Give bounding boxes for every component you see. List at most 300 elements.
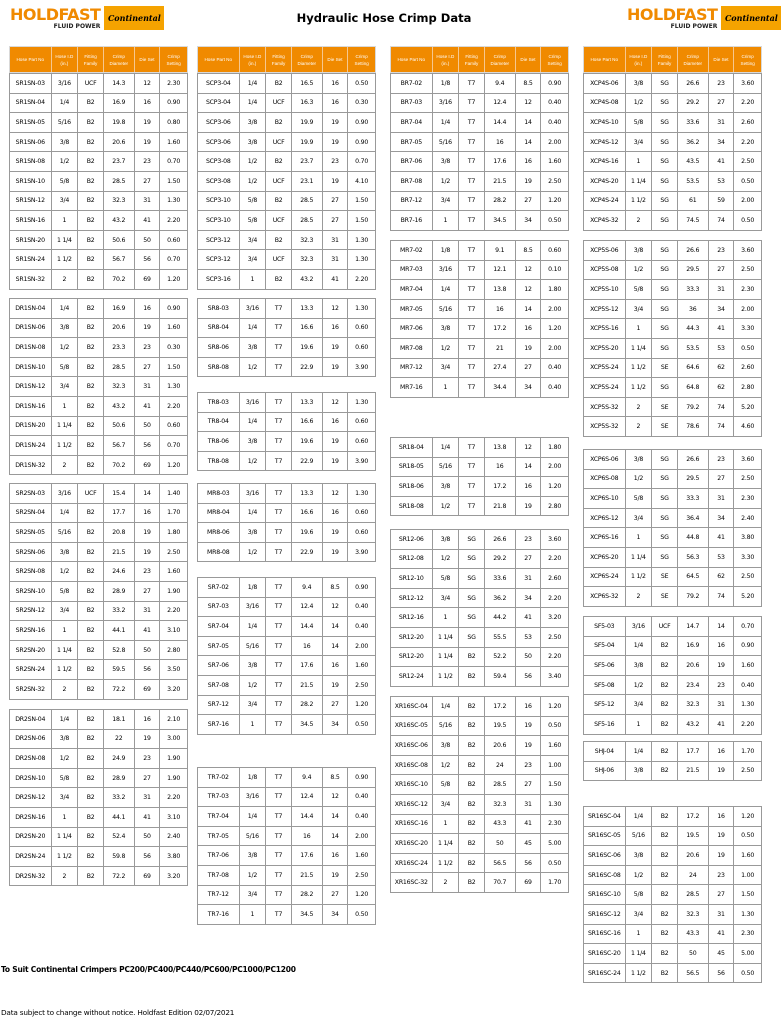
crimp-diameter-cell: 52.8 <box>104 641 135 660</box>
crimp-diameter-cell: 24.9 <box>104 749 135 768</box>
crimp-diameter-cell: 13.3 <box>292 484 323 503</box>
hose-id-cell: 1 1/4 <box>52 828 79 847</box>
crimp-diameter-cell: 14.3 <box>104 74 135 93</box>
die-set-cell: 50 <box>135 231 161 250</box>
hose-part-no-cell: SR12-12 <box>391 589 433 608</box>
crimp-diameter-cell: 53.5 <box>678 339 709 358</box>
crimp-setting-cell: 1.00 <box>741 871 755 879</box>
hose-id-cell: 1/4 <box>240 413 267 432</box>
crimp-setting-cell: 1.90 <box>167 587 181 595</box>
fitting-family-cell: B2 <box>266 152 292 171</box>
fitting-family-cell: T7 <box>266 432 292 451</box>
table-row <box>391 550 568 570</box>
fitting-family-cell: B2 <box>78 377 104 396</box>
die-set-cell: 41 <box>709 152 735 171</box>
crimp-setting-cell: 0.90 <box>355 583 369 591</box>
hose-id-cell: 1 <box>240 270 267 289</box>
fitting-family-cell: B2 <box>459 873 485 892</box>
fitting-family-cell: B2 <box>459 736 485 755</box>
crimp-diameter-cell: 13.3 <box>292 393 323 412</box>
header-die-set: Die Set <box>516 47 542 72</box>
die-set-cell: 56 <box>135 250 161 269</box>
fitting-family-cell: SG <box>459 569 485 588</box>
hose-part-no-cell: XCP5S-32 <box>584 398 626 417</box>
crimp-setting-cell: 0.40 <box>548 364 562 372</box>
table-row <box>391 530 568 550</box>
hose-part-no-cell: SF5-08 <box>584 676 626 695</box>
table-row <box>391 113 568 133</box>
crimp-setting-cell: 2.30 <box>548 820 562 828</box>
fitting-family-cell: T7 <box>266 413 292 432</box>
hose-part-no-cell: SR12-08 <box>391 550 433 569</box>
hose-part-no-cell: SHJ-06 <box>584 762 626 781</box>
table-row <box>391 873 568 893</box>
header-hose-id: Hose I.D (in.) <box>626 47 653 72</box>
crimp-setting-cell: 0.90 <box>355 118 369 126</box>
hose-part-no-cell: XCP6S-10 <box>584 489 626 508</box>
table-row <box>584 548 761 568</box>
table-row <box>10 484 187 504</box>
crimp-setting-cell: 5.20 <box>741 592 755 600</box>
hose-id-cell: 5/16 <box>433 300 460 319</box>
crimp-setting-cell: 1.30 <box>355 398 369 406</box>
crimp-diameter-cell: 12.4 <box>292 598 323 617</box>
hose-id-cell: 3/4 <box>240 250 267 269</box>
table-row <box>584 113 761 133</box>
fitting-family-cell: T7 <box>459 94 485 113</box>
hose-id-cell: 1 <box>626 319 653 338</box>
crimp-setting-cell: 2.20 <box>167 216 181 224</box>
table-row <box>10 436 187 456</box>
fitting-family-cell: SG <box>652 319 678 338</box>
table-row <box>584 489 761 509</box>
fitting-family-cell: B2 <box>78 641 104 660</box>
table-row <box>584 280 761 300</box>
hose-part-no-cell: SR2SN-24 <box>10 660 52 679</box>
hose-part-no-cell: SCP3-12 <box>198 231 240 250</box>
crimp-diameter-cell: 33.6 <box>485 569 516 588</box>
die-set-cell: 14 <box>709 617 735 636</box>
table-row <box>391 628 568 648</box>
die-set-cell: 14 <box>516 300 542 319</box>
crimp-setting-cell: 0.60 <box>548 246 562 254</box>
die-set-cell: 27 <box>709 94 735 113</box>
table-row <box>584 192 761 212</box>
crimp-diameter-cell: 17.2 <box>678 807 709 826</box>
table-row <box>584 925 761 945</box>
hose-id-cell: 3/8 <box>626 846 653 865</box>
hose-part-no-cell: MR7-08 <box>391 339 433 358</box>
hose-id-cell: 3/16 <box>52 484 79 503</box>
crimp-setting-cell: 0.40 <box>548 118 562 126</box>
hose-id-cell: 1/2 <box>240 172 267 191</box>
hose-id-cell: 1 <box>52 808 79 827</box>
crimp-diameter-cell: 14.4 <box>292 807 323 826</box>
fitting-family-cell: T7 <box>266 578 292 597</box>
hose-part-no-cell: SCP3-04 <box>198 94 240 113</box>
crimp-diameter-cell: 64.8 <box>678 378 709 397</box>
fitting-family-cell: B2 <box>78 621 104 640</box>
hose-part-no-cell: SR1SN-06 <box>10 133 52 152</box>
hose-id-cell: 1/2 <box>240 676 267 695</box>
die-set-cell: 31 <box>709 113 735 132</box>
crimp-setting-cell: 0.50 <box>741 177 755 185</box>
hose-part-no-cell: SCP3-08 <box>198 172 240 191</box>
die-set-cell: 56 <box>135 436 161 455</box>
fitting-family-cell: T7 <box>266 484 292 503</box>
hose-part-no-cell: XCP6S-24 <box>584 568 626 587</box>
crimp-diameter-cell: 19.5 <box>678 827 709 846</box>
table-row <box>10 250 187 270</box>
table-row <box>198 866 375 886</box>
hose-part-no-cell: XR16SC-06 <box>391 736 433 755</box>
table-row <box>584 695 761 715</box>
crimp-diameter-cell: 28.2 <box>292 696 323 715</box>
hose-part-no-cell: XCP4S-32 <box>584 211 626 230</box>
crimp-setting-cell: 1.60 <box>167 568 181 576</box>
crimp-setting-cell: 2.20 <box>548 594 562 602</box>
die-set-cell: 23 <box>516 756 542 775</box>
hose-id-cell: 3/8 <box>52 133 79 152</box>
crimp-setting-cell: 1.80 <box>167 528 181 536</box>
hose-id-cell: 1 <box>626 152 653 171</box>
die-set-cell: 19 <box>709 762 735 781</box>
crimp-diameter-cell: 59.8 <box>104 847 135 866</box>
hose-part-no-cell: DR1SN-16 <box>10 397 52 416</box>
hose-id-cell: 5/16 <box>240 637 267 656</box>
hose-id-cell: 1 <box>626 528 653 547</box>
fitting-family-cell: SG <box>652 280 678 299</box>
table-row <box>10 377 187 397</box>
table-row <box>10 602 187 622</box>
hose-id-cell: 1/2 <box>626 866 653 885</box>
crimp-diameter-cell: 19.5 <box>485 717 516 736</box>
hose-id-cell: 3/16 <box>626 617 653 636</box>
fitting-family-cell: T7 <box>459 192 485 211</box>
crimp-diameter-cell: 52.2 <box>485 648 516 667</box>
table-block <box>583 741 762 781</box>
crimp-diameter-cell: 55.5 <box>485 628 516 647</box>
table-row <box>198 319 375 339</box>
hose-part-no-cell: SCP3-10 <box>198 211 240 230</box>
die-set-cell: 34 <box>709 133 735 152</box>
table-row <box>391 717 568 737</box>
table-row <box>584 509 761 529</box>
die-set-cell: 19 <box>135 133 161 152</box>
die-set-cell: 74 <box>709 587 735 606</box>
table-block <box>9 298 188 475</box>
die-set-cell: 27 <box>323 192 349 211</box>
crimp-diameter-cell: 70.7 <box>485 873 516 892</box>
fitting-family-cell: SG <box>652 528 678 547</box>
hose-id-cell: 1 1/2 <box>52 847 79 866</box>
die-set-cell: 69 <box>516 873 542 892</box>
table-row <box>198 504 375 524</box>
fitting-family-cell: SG <box>652 94 678 113</box>
crimp-setting-cell: 3.60 <box>741 455 755 463</box>
hose-id-cell: 3/16 <box>433 94 460 113</box>
table-row <box>198 598 375 618</box>
crimp-diameter-cell: 56.5 <box>678 964 709 983</box>
crimp-setting-cell: 2.30 <box>741 285 755 293</box>
hose-id-cell: 1/4 <box>626 807 653 826</box>
crimp-diameter-cell: 16.6 <box>292 413 323 432</box>
hose-id-cell: 5/8 <box>240 192 267 211</box>
hose-part-no-cell: SCP3-12 <box>198 250 240 269</box>
crimp-setting-cell: 1.20 <box>167 275 181 283</box>
hose-id-cell: 5/8 <box>52 358 79 377</box>
crimp-setting-cell: 0.90 <box>741 642 755 650</box>
table-row <box>584 885 761 905</box>
crimp-setting-cell: 1.20 <box>355 701 369 709</box>
hose-id-cell: 1/2 <box>433 172 460 191</box>
hose-id-cell: 3/4 <box>626 300 653 319</box>
table-row <box>198 299 375 319</box>
crimp-setting-cell: 0.40 <box>741 681 755 689</box>
crimp-diameter-cell: 44.2 <box>485 608 516 627</box>
crimp-setting-cell: 3.00 <box>167 735 181 743</box>
hose-id-cell: 3/4 <box>240 231 267 250</box>
table-row <box>10 749 187 769</box>
crimp-setting-cell: 1.20 <box>167 461 181 469</box>
crimp-diameter-cell: 17.2 <box>485 477 516 496</box>
fitting-family-cell: B2 <box>78 113 104 132</box>
fitting-family-cell: SG <box>652 339 678 358</box>
hose-id-cell: 5/8 <box>626 885 653 904</box>
fitting-family-cell: T7 <box>266 827 292 846</box>
crimp-diameter-cell: 15.4 <box>104 484 135 503</box>
die-set-cell: 27 <box>323 211 349 230</box>
table-row <box>198 807 375 827</box>
crimp-diameter-cell: 17.6 <box>292 846 323 865</box>
crimp-diameter-cell: 14.7 <box>678 617 709 636</box>
table-row <box>198 172 375 192</box>
fitting-family-cell: T7 <box>266 866 292 885</box>
crimp-setting-cell: 1.20 <box>548 702 562 710</box>
die-set-cell: 8.5 <box>516 241 542 260</box>
table-row <box>391 697 568 717</box>
crimp-setting-cell: 5.00 <box>548 839 562 847</box>
fitting-family-cell: SE <box>652 568 678 587</box>
hose-part-no-cell: MR8-06 <box>198 523 240 542</box>
table-row <box>584 398 761 418</box>
die-set-cell: 41 <box>709 925 735 944</box>
crimp-setting-cell: 1.50 <box>355 216 369 224</box>
fitting-family-cell: SG <box>652 172 678 191</box>
crimp-diameter-cell: 22 <box>104 730 135 749</box>
hose-id-cell: 1/4 <box>626 742 653 761</box>
crimp-diameter-cell: 16.9 <box>104 94 135 113</box>
table-row <box>10 211 187 231</box>
hose-part-no-cell: DR2SN-04 <box>10 710 52 729</box>
hose-part-no-cell: SR7-03 <box>198 598 240 617</box>
crimp-diameter-cell: 34.5 <box>292 905 323 924</box>
fitting-family-cell: B2 <box>78 504 104 523</box>
crimp-diameter-cell: 16.5 <box>292 74 323 93</box>
crimp-diameter-cell: 61 <box>678 192 709 211</box>
hose-id-cell: 1 1/4 <box>626 339 653 358</box>
hose-part-no-cell: SR12-20 <box>391 628 433 647</box>
table-row <box>584 528 761 548</box>
die-set-cell: 19 <box>323 866 349 885</box>
fitting-family-cell: T7 <box>266 886 292 905</box>
table-row <box>10 358 187 378</box>
crimp-setting-cell: 0.30 <box>355 99 369 107</box>
table-block <box>583 73 762 231</box>
hose-id-cell: 2 <box>626 398 653 417</box>
table-row <box>10 828 187 848</box>
hose-part-no-cell: DR2SN-10 <box>10 769 52 788</box>
table-row <box>584 617 761 637</box>
crimp-diameter-cell: 70.2 <box>104 270 135 289</box>
crimp-setting-cell: 2.80 <box>167 646 181 654</box>
die-set-cell: 74 <box>709 398 735 417</box>
crimp-setting-cell: 2.50 <box>741 767 755 775</box>
crimp-diameter-cell: 12.1 <box>485 261 516 280</box>
crimp-setting-cell: 2.20 <box>167 607 181 615</box>
table-row <box>10 562 187 582</box>
crimp-setting-cell: 2.50 <box>548 633 562 641</box>
hose-id-cell: 5/16 <box>433 133 460 152</box>
table-row <box>198 827 375 847</box>
hose-part-no-cell: DR1SN-04 <box>10 299 52 318</box>
die-set-cell: 31 <box>135 377 161 396</box>
crimp-setting-cell: 2.20 <box>741 138 755 146</box>
hose-id-cell: 5/16 <box>626 827 653 846</box>
fitting-family-cell: T7 <box>459 438 485 457</box>
table-row <box>391 608 568 628</box>
table-row <box>584 133 761 153</box>
hose-part-no-cell: SR12-24 <box>391 667 433 686</box>
die-set-cell: 12 <box>516 280 542 299</box>
header-crimp-setting: Crimp Setting <box>547 53 562 66</box>
table-row <box>10 769 187 789</box>
fitting-family-cell: T7 <box>266 905 292 924</box>
crimp-diameter-cell: 43.3 <box>485 815 516 834</box>
crimp-diameter-cell: 16 <box>485 458 516 477</box>
die-set-cell: 50 <box>516 648 542 667</box>
die-set-cell: 19 <box>516 339 542 358</box>
hose-part-no-cell: SR16SC-05 <box>584 827 626 846</box>
crimp-setting-cell: 0.90 <box>355 138 369 146</box>
hose-part-no-cell: BR7-06 <box>391 152 433 171</box>
hose-part-no-cell: DR2SN-24 <box>10 847 52 866</box>
crimp-diameter-cell: 32.3 <box>292 250 323 269</box>
fitting-family-cell: SG <box>459 530 485 549</box>
crimp-setting-cell: 1.30 <box>355 489 369 497</box>
fitting-family-cell: UCF <box>266 133 292 152</box>
hose-id-cell: 3/8 <box>240 523 267 542</box>
crimp-diameter-cell: 33.3 <box>678 489 709 508</box>
crimp-setting-cell: 1.60 <box>355 852 369 860</box>
fitting-family-cell: T7 <box>266 523 292 542</box>
hose-part-no-cell: DR2SN-06 <box>10 730 52 749</box>
hose-id-cell: 3/8 <box>240 338 267 357</box>
table-row <box>391 569 568 589</box>
table-row <box>198 338 375 358</box>
hose-part-no-cell: XCP4S-24 <box>584 192 626 211</box>
hose-id-cell: 1/2 <box>52 562 79 581</box>
die-set-cell: 14 <box>323 827 349 846</box>
crimp-setting-cell: 3.10 <box>167 813 181 821</box>
hose-id-cell: 3/16 <box>240 484 267 503</box>
fitting-family-cell: SG <box>652 192 678 211</box>
die-set-cell: 23 <box>709 676 735 695</box>
hose-id-cell: 2 <box>626 587 653 606</box>
crimp-setting-cell: 0.60 <box>355 324 369 332</box>
hose-id-cell: 3/8 <box>626 762 653 781</box>
crimp-diameter-cell: 28.5 <box>292 192 323 211</box>
crimp-diameter-cell: 56.5 <box>485 854 516 873</box>
table-row <box>10 543 187 563</box>
crimp-diameter-cell: 59.5 <box>104 660 135 679</box>
table-row <box>198 715 375 735</box>
hose-id-cell: 1 1/2 <box>52 660 79 679</box>
hose-id-cell: 1 <box>52 621 79 640</box>
crimp-diameter-cell: 24 <box>678 866 709 885</box>
continental-logo: Continental <box>721 6 781 30</box>
fitting-family-cell: B2 <box>266 74 292 93</box>
crimpers-note: To Suit Continental Crimpers PC200/PC400/PC440/PC600/PC1000/PC1200 <box>1 965 296 974</box>
hose-id-cell: 3/8 <box>240 432 267 451</box>
table-row <box>198 656 375 676</box>
hose-part-no-cell: SR8-04 <box>198 319 240 338</box>
hose-part-no-cell: DR1SN-08 <box>10 338 52 357</box>
crimp-diameter-cell: 19.6 <box>292 523 323 542</box>
fitting-family-cell: B2 <box>652 742 678 761</box>
hose-id-cell: 1/4 <box>240 617 267 636</box>
crimp-setting-cell: 1.00 <box>548 761 562 769</box>
crimp-diameter-cell: 22.9 <box>292 452 323 471</box>
table-row <box>198 523 375 543</box>
crimp-diameter-cell: 14.4 <box>292 617 323 636</box>
hose-id-cell: 1/2 <box>626 94 653 113</box>
hose-part-no-cell: SR12-10 <box>391 569 433 588</box>
crimp-diameter-cell: 17.6 <box>292 656 323 675</box>
table-row <box>584 450 761 470</box>
die-set-cell: 27 <box>709 885 735 904</box>
hose-part-no-cell: TR7-02 <box>198 768 240 787</box>
crimp-setting-cell: 2.50 <box>167 548 181 556</box>
header-crimp-diameter: Crimp Diameter <box>292 47 323 72</box>
hose-id-cell: 2 <box>626 211 653 230</box>
hose-part-no-cell: SR7-02 <box>198 578 240 597</box>
crimp-setting-cell: 3.10 <box>167 626 181 634</box>
crimp-diameter-cell: 64.6 <box>678 359 709 378</box>
table-row <box>391 378 568 398</box>
hose-part-no-cell: SR2SN-12 <box>10 602 52 621</box>
header-crimp-diameter: Crimp Diameter <box>485 47 516 72</box>
crimp-diameter-cell: 50.6 <box>104 417 135 436</box>
hose-id-cell: 3/8 <box>626 241 653 260</box>
die-set-cell: 27 <box>516 550 542 569</box>
fitting-family-cell: UCF <box>266 250 292 269</box>
fitting-family-cell: B2 <box>78 397 104 416</box>
crimp-setting-cell: 1.30 <box>548 800 562 808</box>
hose-id-cell: 1 1/2 <box>626 359 653 378</box>
header-die-set: Die Set <box>709 47 735 72</box>
crimp-setting-cell: 0.30 <box>167 343 181 351</box>
table-row <box>391 211 568 231</box>
die-set-cell: 56 <box>709 964 735 983</box>
crimp-diameter-cell: 43.3 <box>678 925 709 944</box>
hose-part-no-cell: DR1SN-24 <box>10 436 52 455</box>
table-block <box>390 529 569 687</box>
hose-id-cell: 1/8 <box>433 241 460 260</box>
die-set-cell: 34 <box>516 589 542 608</box>
die-set-cell: 12 <box>323 598 349 617</box>
crimp-diameter-cell: 19.9 <box>292 133 323 152</box>
